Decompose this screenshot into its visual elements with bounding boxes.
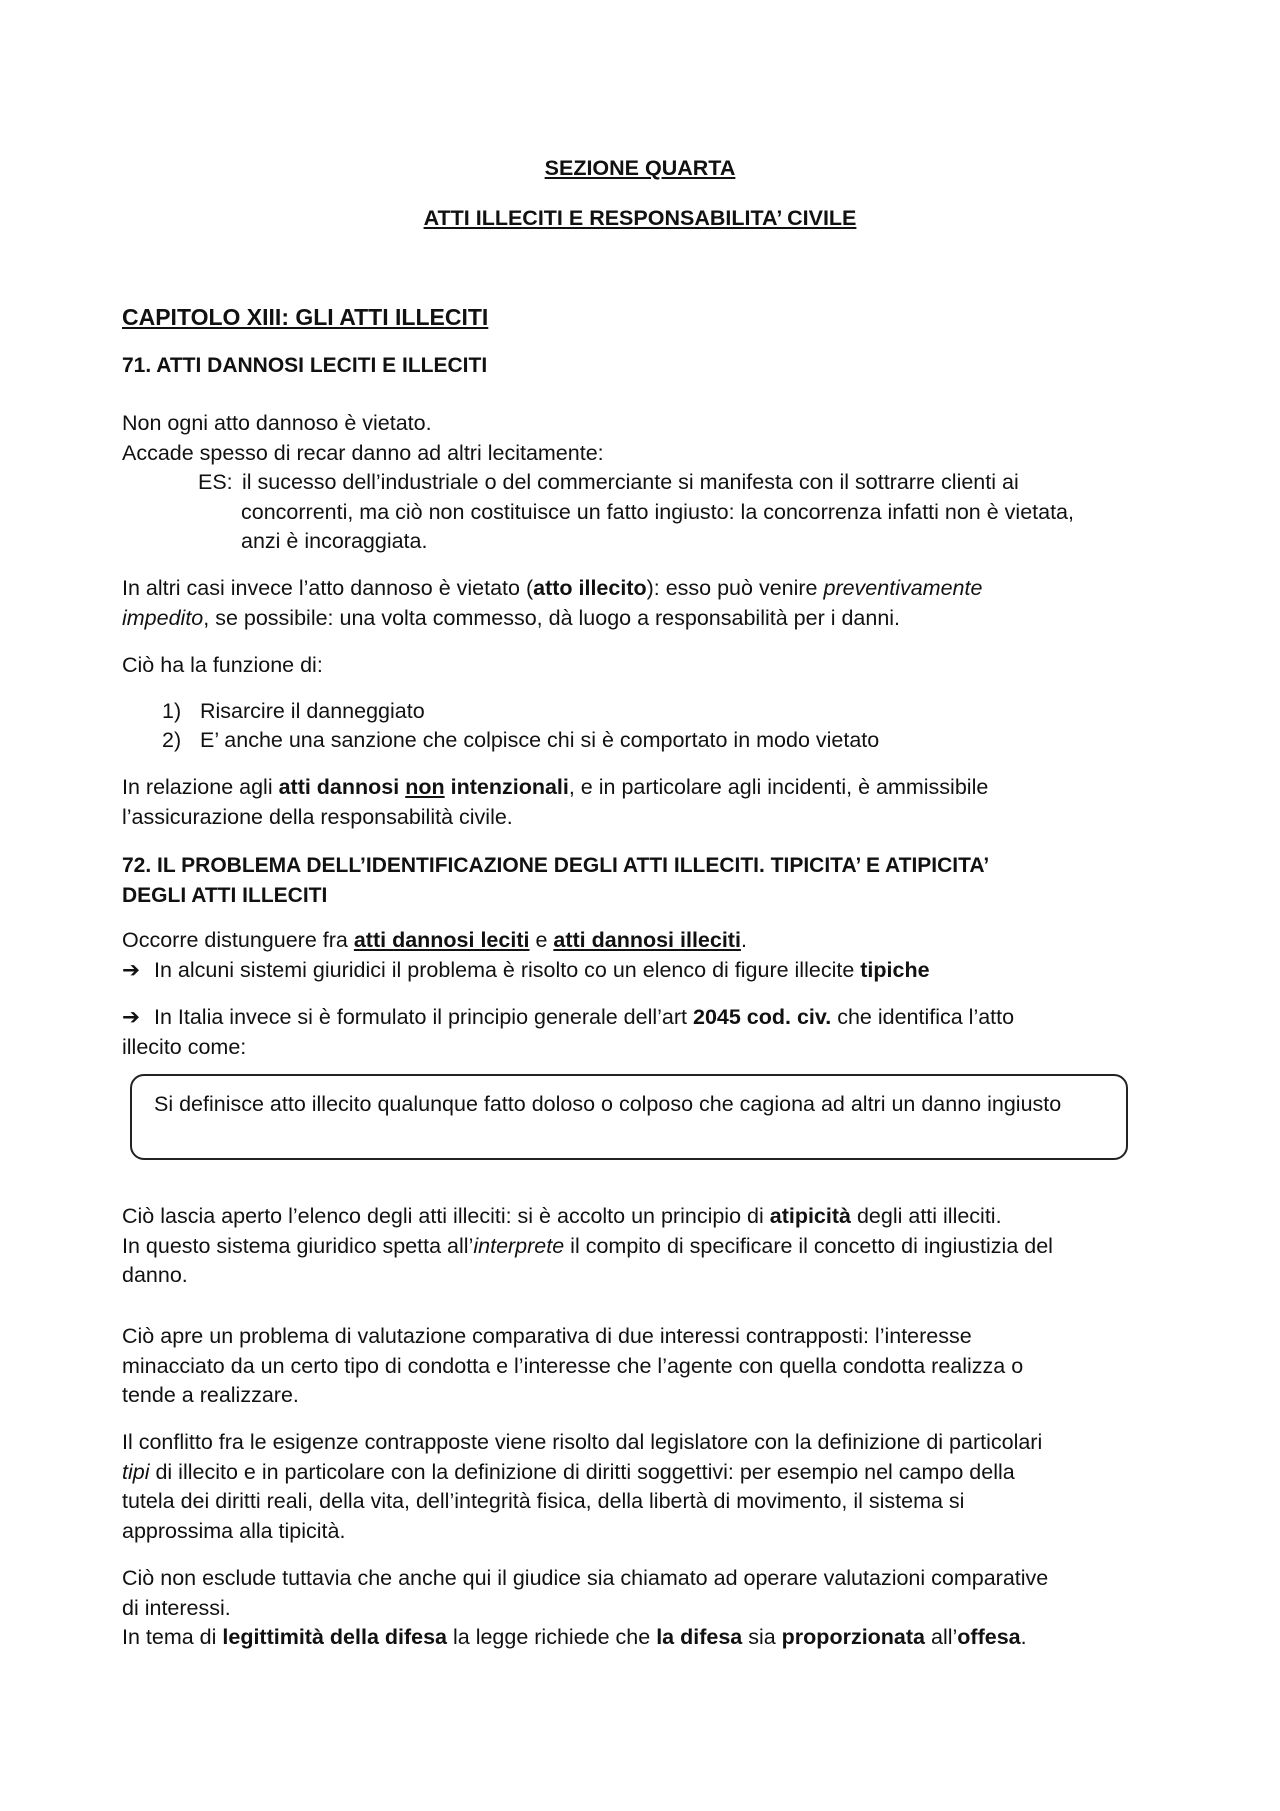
paragraph-72-2: ➔ In Italia invece si è formulato il principio generale dell’art 2045 cod. civ. che identifica l’atto illecito come: (122, 1005, 1015, 1059)
arrow-right-icon: ➔ (122, 957, 141, 982)
paragraph-71-3: Ciò ha la funzione di: (122, 653, 323, 677)
term-atto-illecito: atto illecito (533, 576, 647, 600)
paragraph-71-4: In relazione agli atti dannosi non intenzionali, e in particolare agli incidenti, è ammissibile l’assicurazione della responsabilità civile. (122, 775, 989, 829)
paragraph-72-6: Ciò non esclude tuttavia che anche qui il giudice sia chiamato ad operare valutazioni comparative di interessi. In tema di legittimità della difesa la legge richiede che la difesa sia proporzionata all’offesa. (122, 1566, 1049, 1649)
example-line-3: anzi è incoraggiata. (241, 529, 428, 553)
example-label: ES: (198, 470, 233, 494)
example-line-1: ES: il sucesso dell’industriale o del commerciante si manifesta con il sottrarre clienti ai (198, 468, 1178, 498)
arrow-right-icon: ➔ (122, 1005, 141, 1029)
section-title: SEZIONE QUARTA (544, 156, 736, 180)
chapter-heading: CAPITOLO XIII: GLI ATTI ILLECITI (122, 304, 489, 330)
list-item-1: 1) Risarcire il danneggiato (162, 699, 425, 723)
paragraph-71-1: Non ogni atto dannoso è vietato. Accade spesso di recar danno ad altri lecitamente: (122, 411, 604, 465)
definition-box: Si definisce atto illecito qualunque fatto doloso o colposo che cagiona ad altri un danno ingiusto (130, 1074, 1128, 1160)
heading-72: 72. IL PROBLEMA DELL’IDENTIFICAZIONE DEGLI ATTI ILLECITI. TIPICITA’ E ATIPICITA’ DEGLI ATTI ILLECITI (122, 854, 990, 907)
paragraph-72-3: Ciò lascia aperto l’elenco degli atti illeciti: si è accolto un principio di atipicità degli atti illeciti. In questo sistema giuridico spetta all’interprete il compito di specificare il concetto di ingiustizia del danno. (122, 1204, 1053, 1287)
paragraph-72-4: Ciò apre un problema di valutazione comparativa di due interessi contrapposti: l’interesse minacciato da un certo tipo di condotta e l’interesse che l’agente con quella condotta realizza o tende a realizzare. (122, 1324, 1024, 1407)
list-item-2: 2) E’ anche una sanzione che colpisce chi si è comportato in modo vietato (162, 728, 880, 752)
paragraph-72-5: Il conflitto fra le esigenze contrapposte viene risolto dal legislatore con la definizione di particolari tipi di illecito e in particolare con la definizione di diritti soggettivi: per esempio nel campo della tutela dei diritti reali, della vita, dell’integrità fisica, della libertà di movimento, il sistema si approssima alla tipicità. (122, 1430, 1043, 1543)
paragraph-72-1: Occorre distunguere fra atti dannosi leciti e atti dannosi illeciti. ➔ In alcuni sistemi giuridici il problema è risolto co un elenco di figure illecite tipiche (122, 926, 1172, 985)
paragraph-71-2: In altri casi invece l’atto dannoso è vietato (atto illecito): esso può venire preventivamente impedito, se possibile: una volta commesso, dà luogo a responsabilità per i danni. (122, 576, 983, 630)
heading-71: 71. ATTI DANNOSI LECITI E ILLECITI (122, 354, 488, 377)
example-line-2: concorrenti, ma ciò non costituisce un fatto ingiusto: la concorrenza infatti non è vietata, (241, 500, 1074, 524)
section-subtitle: ATTI ILLECITI E RESPONSABILITA’ CIVILE (423, 206, 857, 230)
